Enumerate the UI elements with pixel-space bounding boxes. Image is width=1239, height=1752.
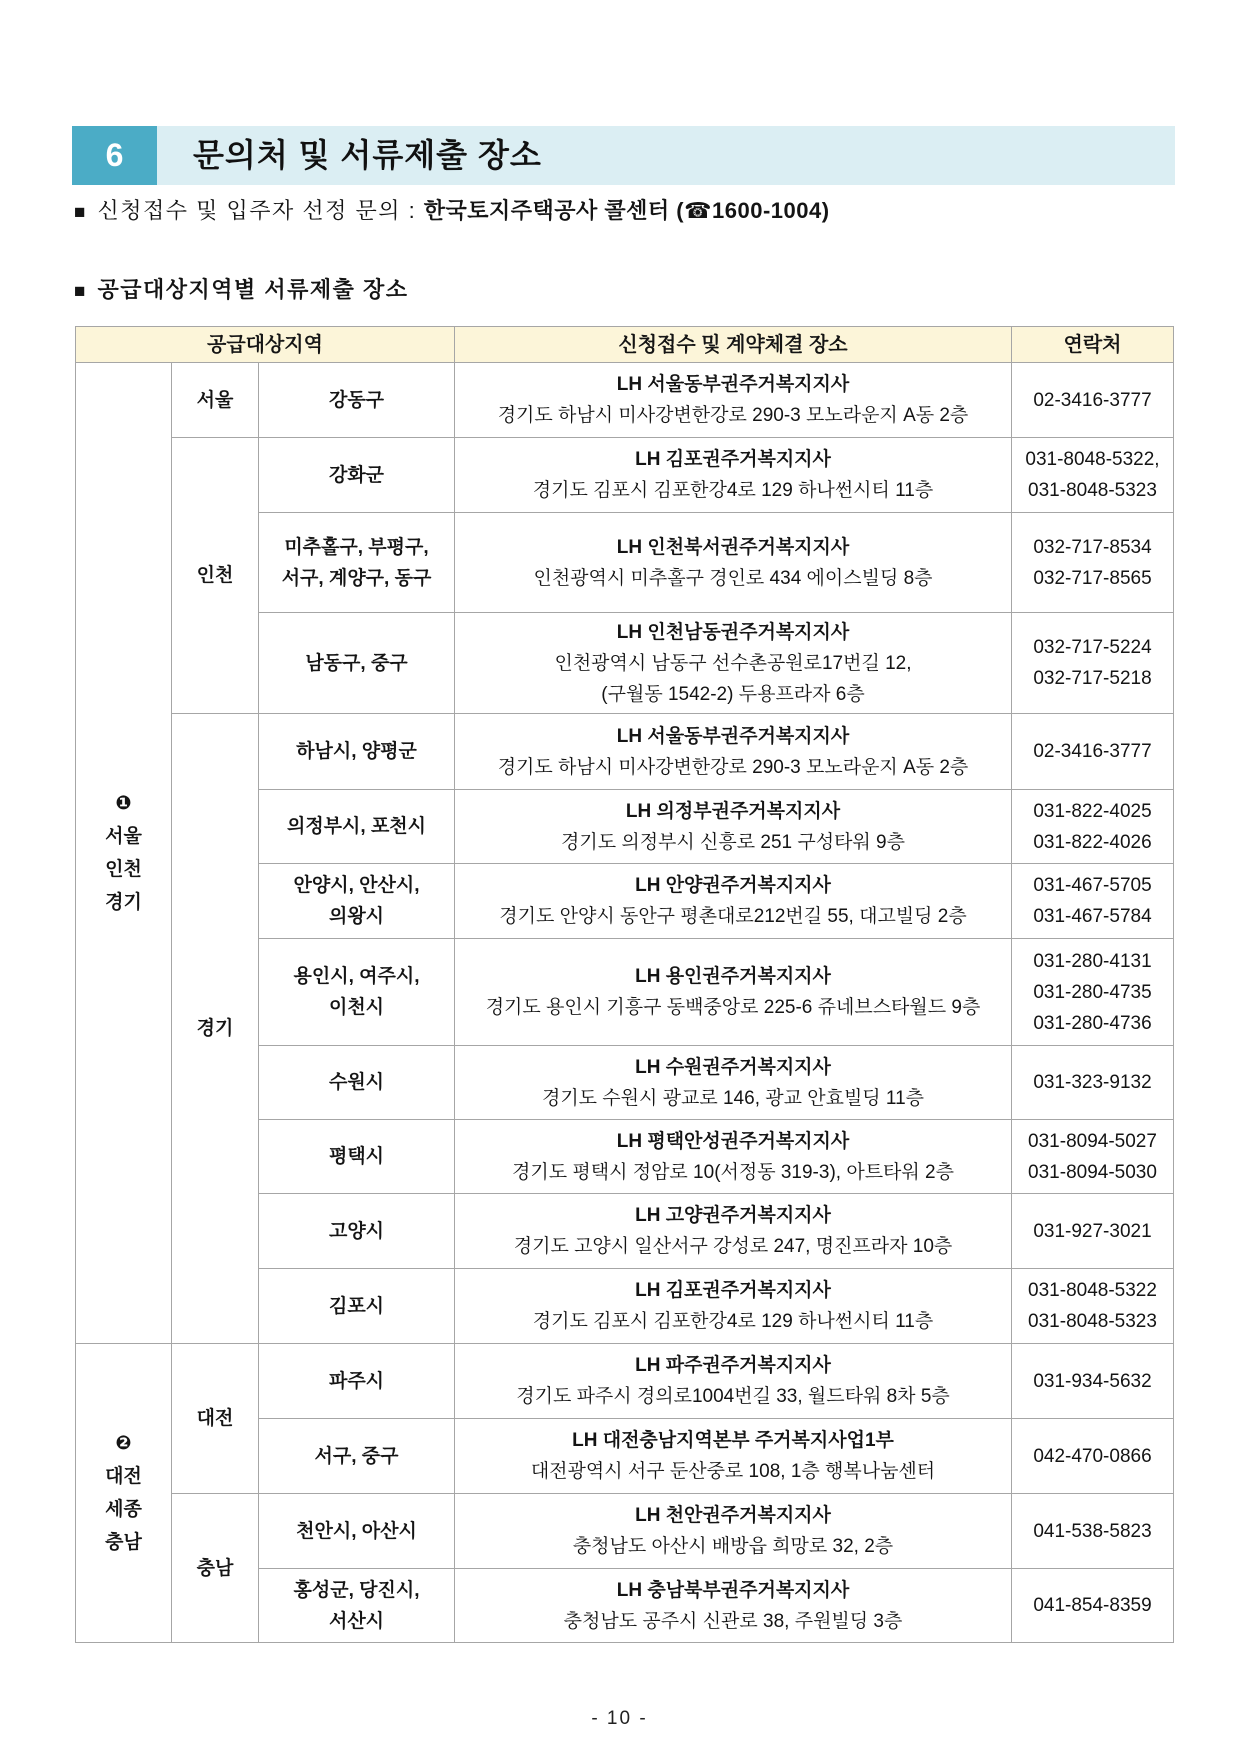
- contact-cell: [1012, 1494, 1174, 1569]
- office-address: 경기도 파주시 경의로1004번길 33, 월드타워 8차 5층: [516, 1386, 950, 1407]
- region-cell: [172, 714, 259, 1344]
- contact-cell: [1012, 513, 1174, 613]
- office-name: LH 용인권주거복지지사: [635, 966, 831, 987]
- office-address: 경기도 평택시 정암로 10(서정동 319-3), 아트타워 2층: [512, 1161, 954, 1183]
- district-cell: [259, 714, 455, 790]
- region-cell: [172, 1494, 259, 1643]
- office-address: 경기도 하남시 미사강변한강로 290-3 모노라운지 A동 2층: [497, 756, 969, 778]
- group-cell: [76, 1344, 172, 1643]
- contact-cell: [1012, 1419, 1174, 1494]
- place-cell: [455, 1419, 1012, 1494]
- square-bullet-icon: ■: [74, 202, 86, 223]
- table-row: [76, 438, 1174, 513]
- contact-phone: 031-8048-5322,: [1025, 449, 1160, 470]
- district-line: 평택시: [328, 1146, 385, 1167]
- group-label-line: 인천: [105, 859, 142, 880]
- office-name: LH 천안권주거복지지사: [635, 1505, 831, 1526]
- region-label: 인천: [196, 565, 234, 586]
- place-cell: [455, 438, 1012, 513]
- office-name: LH 인천남동권주거복지지사: [616, 621, 850, 643]
- district-line: 강화군: [328, 464, 385, 486]
- district-cell: [259, 1120, 455, 1194]
- district-cell: [259, 1569, 455, 1643]
- subheading-text: 공급대상지역별 서류제출 장소: [97, 277, 409, 302]
- office-name: LH 대전충남지역본부 주거복지사업1부: [572, 1430, 894, 1451]
- office-address: 충청남도 아산시 배방읍 희망로 32, 2층: [572, 1536, 894, 1557]
- office-address: 경기도 안양시 동안구 평촌대로212번길 55, 대고빌딩 2층: [499, 906, 967, 927]
- contact-phone: 032-717-5218: [1033, 668, 1152, 689]
- place-cell: [455, 714, 1012, 790]
- contact-cell: [1012, 613, 1174, 714]
- district-line: 강동구: [328, 389, 385, 411]
- office-name: LH 고양권주거복지지사: [635, 1205, 831, 1226]
- submission-places-table: [75, 326, 1174, 1643]
- place-cell: [455, 613, 1012, 714]
- contact-phone: 041-538-5823: [1033, 1520, 1152, 1542]
- district-line: 파주시: [328, 1370, 385, 1392]
- group-cell: [76, 363, 172, 1344]
- contact-phone: 031-467-5784: [1033, 906, 1152, 927]
- district-cell: [259, 1419, 455, 1494]
- contact-phone: 031-927-3021: [1033, 1220, 1152, 1242]
- table-row: [76, 363, 1174, 438]
- office-name: LH 파주권주거복지지사: [635, 1355, 831, 1376]
- district-cell: [259, 790, 455, 864]
- office-address: 경기도 김포시 김포한강4로 129 하나썬시티 11층: [532, 480, 934, 501]
- subheading: [74, 275, 409, 307]
- page-number: - 10 -: [591, 1708, 648, 1729]
- group-label-line: 경기: [105, 892, 142, 913]
- table-row: [76, 1344, 1174, 1419]
- place-cell: [455, 1120, 1012, 1194]
- contact-phone: 031-280-4131: [1033, 950, 1152, 972]
- section-title: 문의처 및 서류제출 장소: [193, 137, 542, 173]
- district-line: 남동구, 중구: [305, 652, 408, 674]
- district-cell: [259, 1194, 455, 1269]
- contact-phone: 032-717-8565: [1033, 567, 1152, 589]
- place-cell: [455, 939, 1012, 1046]
- district-cell: [259, 1269, 455, 1344]
- office-address: 경기도 고양시 일산서구 강성로 247, 명진프라자 10층: [513, 1236, 953, 1257]
- header-contact: 연락처: [1012, 327, 1174, 363]
- contact-phone: 02-3416-3777: [1033, 741, 1152, 762]
- office-address: 경기도 수원시 광교로 146, 광교 안효빌딩 11층: [541, 1087, 925, 1109]
- contact-phone: 031-323-9132: [1033, 1072, 1152, 1093]
- table-row: [76, 714, 1174, 790]
- contact-cell: [1012, 864, 1174, 939]
- contact-phone: 032-717-5224: [1033, 637, 1152, 658]
- contact-cell: [1012, 939, 1174, 1046]
- table-row: [76, 1494, 1174, 1569]
- contact-phone: 031-8094-5030: [1028, 1161, 1157, 1183]
- header-place: 신청접수 및 계약체결 장소: [455, 327, 1012, 363]
- contact-cell: [1012, 1046, 1174, 1120]
- place-cell: [455, 1569, 1012, 1643]
- contact-phone: 042-470-0866: [1033, 1445, 1152, 1467]
- district-cell: [259, 438, 455, 513]
- district-line: 서산시: [328, 1610, 385, 1632]
- place-cell: [455, 1194, 1012, 1269]
- group-label-line: 세종: [105, 1499, 142, 1520]
- district-cell: [259, 864, 455, 939]
- district-cell: [259, 363, 455, 438]
- region-cell: [172, 438, 259, 714]
- group-marker: ❷: [115, 1433, 132, 1454]
- group-marker: ❶: [115, 793, 132, 814]
- region-label: 경기: [196, 1018, 234, 1039]
- place-cell: [455, 864, 1012, 939]
- contact-phone: 031-8094-5027: [1028, 1130, 1157, 1152]
- region-cell: [172, 363, 259, 438]
- contact-cell: [1012, 1344, 1174, 1419]
- district-cell: [259, 939, 455, 1046]
- contact-cell: [1012, 438, 1174, 513]
- district-cell: [259, 613, 455, 714]
- contact-phone: 031-822-4025: [1033, 800, 1152, 822]
- contact-cell: [1012, 1120, 1174, 1194]
- contact-phone: 031-822-4026: [1033, 831, 1152, 853]
- inquiry-contact: 한국토지주택공사 콜센터 (☎1600-1004): [423, 198, 830, 223]
- office-name: LH 안양권주거복지지사: [635, 875, 831, 896]
- contact-cell: [1012, 1269, 1174, 1344]
- contact-phone: 031-8048-5323: [1028, 480, 1157, 501]
- group-label-line: 대전: [105, 1466, 142, 1487]
- district-line: 하남시, 양평군: [296, 741, 417, 762]
- district-line: 천안시, 아산시: [296, 1520, 417, 1542]
- group-label-line: 충남: [105, 1532, 142, 1553]
- place-cell: [455, 513, 1012, 613]
- section-number: 6: [72, 126, 157, 185]
- region-label: 충남: [196, 1557, 234, 1579]
- district-line: 의왕시: [328, 906, 385, 927]
- district-line: 서구, 계양구, 동구: [281, 567, 432, 589]
- inquiry-label: 신청접수 및 입주자 선정 문의 :: [97, 198, 424, 223]
- office-address: 충청남도 공주시 신관로 38, 주원빌딩 3층: [563, 1610, 903, 1632]
- region-cell: [172, 1344, 259, 1494]
- district-cell: [259, 1494, 455, 1569]
- office-name: LH 의정부권주거복지지사: [625, 800, 841, 822]
- district-cell: [259, 1344, 455, 1419]
- section-header: [72, 126, 1175, 185]
- group-label-line: 서울: [105, 826, 142, 847]
- office-address: 경기도 용인시 기흥구 동백중앙로 225-6 쥬네브스타월드 9층: [485, 997, 981, 1018]
- district-line: 미추홀구, 부평구,: [284, 536, 429, 558]
- office-address: 인천광역시 미추홀구 경인로 434 에이스빌딩 8층: [533, 567, 933, 589]
- place-cell: [455, 1344, 1012, 1419]
- contact-cell: [1012, 363, 1174, 438]
- contact-phone: 032-717-8534: [1033, 536, 1152, 558]
- office-name: LH 서울동부권주거복지지사: [616, 725, 850, 747]
- place-cell: [455, 1494, 1012, 1569]
- contact-cell: [1012, 790, 1174, 864]
- contact-cell: [1012, 714, 1174, 790]
- contact-phone: 031-467-5705: [1033, 875, 1152, 896]
- inquiry-line: [74, 196, 830, 228]
- district-line: 용인시, 여주시,: [293, 966, 420, 987]
- district-line: 안양시, 안산시,: [293, 875, 420, 896]
- square-bullet-icon: ■: [74, 281, 86, 302]
- office-address: 인천광역시 남동구 선수촌공원로17번길 12,: [554, 652, 912, 674]
- office-name: LH 김포권주거복지지사: [635, 449, 831, 470]
- region-label: 서울: [196, 389, 234, 411]
- district-line: 고양시: [328, 1220, 385, 1242]
- office-address: 경기도 김포시 김포한강4로 129 하나썬시티 11층: [532, 1311, 934, 1332]
- contact-phone: 031-8048-5322: [1028, 1280, 1157, 1301]
- office-address: (구월동 1542-2) 두용프라자 6층: [601, 683, 865, 705]
- office-name: LH 서울동부권주거복지지사: [616, 374, 850, 395]
- office-name: LH 인천북서권주거복지지사: [616, 536, 850, 558]
- office-name: LH 김포권주거복지지사: [635, 1280, 831, 1301]
- office-address: 경기도 하남시 미사강변한강로 290-3 모노라운지 A동 2층: [497, 405, 969, 426]
- place-cell: [455, 363, 1012, 438]
- office-name: LH 충남북부권주거복지지사: [616, 1579, 850, 1601]
- place-cell: [455, 1269, 1012, 1344]
- district-line: 서구, 중구: [314, 1445, 399, 1467]
- district-line: 수원시: [328, 1072, 385, 1093]
- contact-cell: [1012, 1194, 1174, 1269]
- table-header-row: [76, 327, 1174, 363]
- contact-phone: 041-854-8359: [1033, 1595, 1152, 1616]
- office-name: LH 평택안성권주거복지지사: [616, 1130, 850, 1152]
- contact-phone: 031-280-4735: [1033, 981, 1152, 1003]
- district-line: 의정부시, 포천시: [286, 816, 427, 837]
- region-label: 대전: [196, 1408, 234, 1429]
- office-address: 대전광역시 서구 둔산중로 108, 1층 행복나눔센터: [530, 1461, 936, 1482]
- office-address: 경기도 의정부시 신흥로 251 구성타워 9층: [561, 831, 905, 853]
- place-cell: [455, 1046, 1012, 1120]
- contact-phone: 031-934-5632: [1033, 1370, 1152, 1392]
- contact-cell: [1012, 1569, 1174, 1643]
- place-cell: [455, 790, 1012, 864]
- office-name: LH 수원권주거복지지사: [635, 1056, 831, 1078]
- contact-phone: 02-3416-3777: [1033, 389, 1152, 411]
- district-line: 이천시: [328, 997, 385, 1018]
- district-line: 홍성군, 당진시,: [293, 1579, 420, 1601]
- header-region: 공급대상지역: [76, 327, 455, 363]
- district-line: 김포시: [328, 1295, 385, 1317]
- district-cell: [259, 513, 455, 613]
- contact-phone: 031-8048-5323: [1028, 1311, 1157, 1332]
- district-cell: [259, 1046, 455, 1120]
- contact-phone: 031-280-4736: [1033, 1012, 1152, 1034]
